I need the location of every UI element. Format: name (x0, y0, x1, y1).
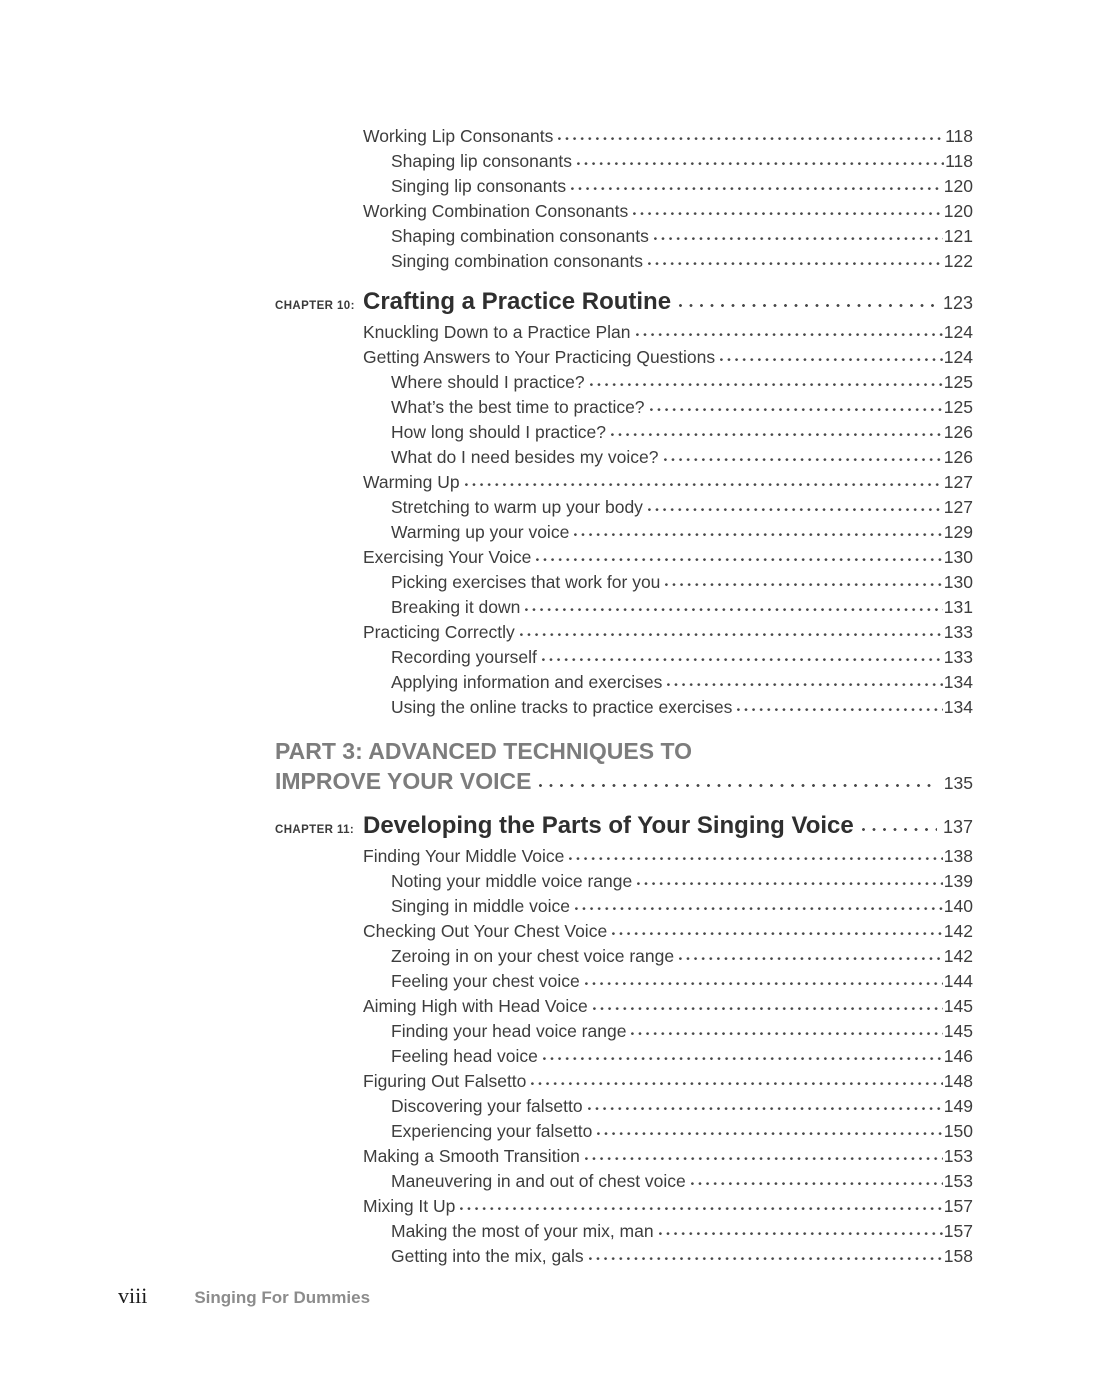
toc-entry-label: Where should I practice? (391, 372, 585, 392)
folio-page-number: viii (118, 1283, 148, 1308)
toc-entry-label: Singing in middle voice (391, 896, 570, 916)
toc-subsection-row (363, 869, 973, 894)
toc-section-row (363, 919, 973, 944)
toc-entry-page-number: 118 (945, 126, 973, 146)
toc-entry-label: Feeling head voice (391, 1046, 538, 1066)
chapter-page-number: 123 (942, 293, 973, 313)
chapter-page-number: 137 (942, 817, 973, 837)
dot-leader (862, 821, 937, 833)
toc-subsection-row (363, 1219, 973, 1244)
toc-subsection-row (363, 695, 973, 720)
toc-section-row (363, 470, 973, 495)
toc-entry-label: Shaping combination consonants (391, 226, 649, 246)
toc-entry-page-number: 133 (943, 622, 973, 642)
toc-entry-label: What do I need besides my voice? (391, 447, 659, 467)
dot-leader (691, 1175, 943, 1187)
dot-leader (585, 1150, 943, 1162)
dot-leader (531, 1075, 942, 1087)
toc-subsection-row (363, 1044, 973, 1069)
dot-leader (612, 925, 943, 937)
toc-section-row (363, 994, 973, 1019)
toc-entry-page-number: 130 (943, 572, 973, 592)
part-heading-line2: IMPROVE YOUR VOICE (275, 768, 532, 794)
toc-entry-label: Practicing Correctly (363, 622, 515, 642)
toc-list (275, 124, 973, 1269)
toc-entry-page-number: 122 (943, 251, 973, 271)
toc-entry-page-number: 145 (943, 1021, 973, 1041)
dot-leader (536, 551, 942, 563)
dot-leader (539, 777, 937, 789)
toc-entry-label: Making a Smooth Transition (363, 1146, 580, 1166)
toc-entry-page-number: 124 (943, 322, 973, 342)
dot-leader (636, 326, 943, 338)
toc-entry-page-number: 124 (943, 347, 973, 367)
toc-chapter-row (275, 284, 973, 320)
toc-subsection-row (363, 1094, 973, 1119)
toc-entry-label: Feeling your chest voice (391, 971, 580, 991)
dot-leader (633, 205, 943, 217)
dot-leader (667, 676, 942, 688)
toc-entry-page-number: 157 (943, 1196, 973, 1216)
toc-entry-page-number: 149 (943, 1096, 973, 1116)
toc-entry-label: Getting into the mix, gals (391, 1246, 584, 1266)
toc-entry-page-number: 131 (943, 597, 973, 617)
dot-leader (650, 401, 943, 413)
toc-entry-label: Noting your middle voice range (391, 871, 633, 891)
toc-chapter-row (275, 808, 973, 844)
toc-entry-page-number: 146 (943, 1046, 973, 1066)
page-footer (118, 1283, 370, 1309)
dot-leader (664, 451, 943, 463)
toc-entry-page-number: 153 (943, 1171, 973, 1191)
dot-leader (520, 626, 943, 638)
toc-entry-label: Maneuvering in and out of chest voice (391, 1171, 686, 1191)
chapter-number-label: CHAPTER 10: (275, 300, 355, 312)
dot-leader (588, 1100, 943, 1112)
dot-leader (465, 476, 943, 488)
dot-leader (611, 426, 943, 438)
running-title: Singing For Dummies (194, 1288, 371, 1307)
toc-entry-page-number: 118 (945, 151, 973, 171)
toc-subsection-row (363, 670, 973, 695)
toc-section-row (363, 320, 973, 345)
dot-leader (543, 1050, 943, 1062)
toc-entry-page-number: 120 (943, 176, 973, 196)
chapter-title: Crafting a Practice Routine (363, 288, 672, 315)
dot-leader (585, 975, 943, 987)
dot-leader (720, 351, 943, 363)
toc-entry-label: Finding Your Middle Voice (363, 846, 565, 866)
toc-entry-label: Picking exercises that work for you (391, 572, 661, 592)
dot-leader (460, 1200, 942, 1212)
toc-subsection-row (363, 395, 973, 420)
toc-entry-page-number: 144 (943, 971, 973, 991)
dot-leader (558, 130, 944, 142)
dot-leader (654, 230, 943, 242)
toc-entry-label: Aiming High with Head Voice (363, 996, 588, 1016)
part-heading-line1: PART 3: ADVANCED TECHNIQUES TO (275, 738, 693, 764)
toc-entry-page-number: 127 (943, 472, 973, 492)
toc-subsection-row (363, 894, 973, 919)
dot-leader (589, 1250, 943, 1262)
dot-leader (659, 1225, 943, 1237)
chapter-title: Developing the Parts of Your Singing Voice (363, 812, 854, 839)
toc-subsection-row (363, 445, 973, 470)
toc-entry-label: Checking Out Your Chest Voice (363, 921, 608, 941)
toc-entry-page-number: 133 (943, 647, 973, 667)
toc-subsection-row (363, 645, 973, 670)
dot-leader (593, 1000, 943, 1012)
toc-subsection-row (363, 969, 973, 994)
toc-subsection-row (363, 149, 973, 174)
toc-section-row (363, 620, 973, 645)
toc-entry-page-number: 126 (943, 422, 973, 442)
dot-leader (648, 255, 943, 267)
toc-subsection-row (363, 1119, 973, 1144)
toc-subsection-row (363, 174, 973, 199)
toc-entry-page-number: 134 (943, 672, 973, 692)
toc-entry-label: Knuckling Down to a Practice Plan (363, 322, 631, 342)
dot-leader (679, 950, 943, 962)
dot-leader (637, 875, 943, 887)
toc-entry-label: Mixing It Up (363, 1196, 456, 1216)
toc-section-row (363, 844, 973, 869)
toc-subsection-row (363, 944, 973, 969)
toc-entry-page-number: 130 (943, 547, 973, 567)
toc-section-row (363, 1069, 973, 1094)
toc-subsection-row (363, 249, 973, 274)
toc-entry-label: Applying information and exercises (391, 672, 663, 692)
toc-entry-page-number: 120 (943, 201, 973, 221)
toc-entry-label: Recording yourself (391, 647, 537, 667)
toc-entry-page-number: 148 (943, 1071, 973, 1091)
toc-entry-label: Working Combination Consonants (363, 201, 629, 221)
dot-leader (737, 701, 942, 713)
toc-subsection-row (363, 595, 973, 620)
toc-entry-page-number: 142 (943, 946, 973, 966)
dot-leader (525, 601, 942, 613)
toc-subsection-row (363, 420, 973, 445)
toc-subsection-row (363, 370, 973, 395)
toc-entry-page-number: 134 (943, 697, 973, 717)
dot-leader (590, 376, 943, 388)
toc-entry-page-number: 125 (943, 397, 973, 417)
toc-entry-label: Singing combination consonants (391, 251, 643, 271)
toc-entry-page-number: 127 (943, 497, 973, 517)
dot-leader (597, 1125, 942, 1137)
toc-entry-page-number: 145 (943, 996, 973, 1016)
part-page-number: 135 (943, 773, 973, 793)
toc-entry-label: Experiencing your falsetto (391, 1121, 593, 1141)
toc-section-row (363, 545, 973, 570)
part-heading-line2-row (275, 766, 973, 798)
toc-entry-label: Shaping lip consonants (391, 151, 572, 171)
toc-entry-label: Singing lip consonants (391, 176, 567, 196)
toc-entry-page-number: 125 (943, 372, 973, 392)
dot-leader (575, 900, 943, 912)
toc-section-row (363, 1144, 973, 1169)
toc-entry-label: Warming up your voice (391, 522, 570, 542)
dot-leader (665, 576, 942, 588)
toc-entry-page-number: 153 (943, 1146, 973, 1166)
toc-entry-label: Getting Answers to Your Practicing Questions (363, 347, 716, 367)
toc-entry-label: Finding your head voice range (391, 1021, 627, 1041)
toc-section-row (363, 345, 973, 370)
dot-leader (631, 1025, 942, 1037)
toc-entry-page-number: 150 (943, 1121, 973, 1141)
toc-subsection-row (363, 495, 973, 520)
toc-entry-page-number: 158 (943, 1246, 973, 1266)
dot-leader (574, 526, 942, 538)
toc-subsection-row (363, 570, 973, 595)
toc-entry-page-number: 138 (943, 846, 973, 866)
toc-section-row (363, 1194, 973, 1219)
toc-entry-label: Stretching to warm up your body (391, 497, 643, 517)
toc-entry-label: Working Lip Consonants (363, 126, 554, 146)
dot-leader (648, 501, 943, 513)
toc-entry-label: Zeroing in on your chest voice range (391, 946, 675, 966)
toc-entry-label: Figuring Out Falsetto (363, 1071, 527, 1091)
dot-leader (571, 180, 943, 192)
toc-entry-page-number: 126 (943, 447, 973, 467)
toc-entry-page-number: 129 (943, 522, 973, 542)
dot-leader (569, 850, 942, 862)
toc-subsection-row (363, 1019, 973, 1044)
toc-entry-label: What’s the best time to practice? (391, 397, 645, 417)
toc-part-heading (275, 736, 973, 798)
toc-entry-label: Warming Up (363, 472, 460, 492)
toc-entry-label: Exercising Your Voice (363, 547, 532, 567)
toc-entry-label: Using the online tracks to practice exercises (391, 697, 733, 717)
toc-entry-page-number: 121 (943, 226, 973, 246)
toc-entry-label: Discovering your falsetto (391, 1096, 583, 1116)
dot-leader (679, 297, 937, 309)
toc-entry-page-number: 139 (943, 871, 973, 891)
toc-entry-page-number: 142 (943, 921, 973, 941)
toc-section-row (363, 199, 973, 224)
toc-section-row (363, 124, 973, 149)
chapter-number-label: CHAPTER 11: (275, 824, 355, 836)
toc-entry-page-number: 157 (943, 1221, 973, 1241)
toc-entry-page-number: 140 (943, 896, 973, 916)
toc-entry-label: Making the most of your mix, man (391, 1221, 654, 1241)
toc-entry-label: Breaking it down (391, 597, 521, 617)
toc-subsection-row (363, 1169, 973, 1194)
dot-leader (577, 155, 944, 167)
toc-subsection-row (363, 224, 973, 249)
toc-subsection-row (363, 1244, 973, 1269)
toc-subsection-row (363, 520, 973, 545)
toc-entry-label: How long should I practice? (391, 422, 606, 442)
dot-leader (542, 651, 943, 663)
